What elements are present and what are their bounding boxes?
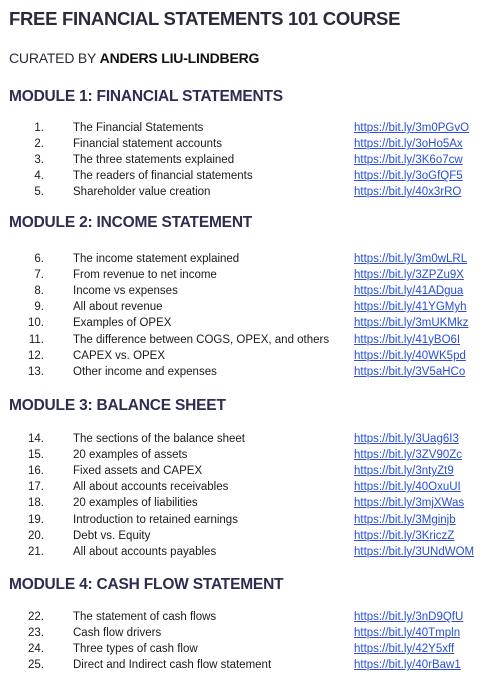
list-item bbox=[0, 657, 502, 673]
page-title: FREE FINANCIAL STATEMENTS 101 COURSE bbox=[9, 8, 401, 29]
module-heading: MODULE 1: FINANCIAL STATEMENTS bbox=[9, 88, 283, 105]
item-number: 14. bbox=[28, 433, 44, 445]
item-title: The Financial Statements bbox=[73, 122, 204, 134]
list-item bbox=[0, 283, 502, 299]
item-number: 3. bbox=[34, 154, 44, 167]
item-number: 24. bbox=[28, 643, 44, 656]
item-number: 18. bbox=[28, 497, 44, 510]
item-link[interactable]: https://bit.ly/3ZPZu9X bbox=[354, 269, 464, 282]
curated-by-label: CURATED BY bbox=[9, 50, 96, 66]
item-title: The difference between COGS, OPEX, and others bbox=[73, 333, 330, 346]
item-link[interactable]: https://bit.ly/3Mginjb bbox=[354, 513, 456, 526]
item-number: 8. bbox=[34, 285, 44, 298]
list-item bbox=[0, 641, 502, 657]
curator-line bbox=[9, 50, 259, 66]
item-title: CAPEX vs. OPEX bbox=[73, 349, 166, 362]
item-title: All about accounts payables bbox=[73, 545, 217, 558]
item-number: 1. bbox=[34, 122, 44, 134]
list-item bbox=[0, 299, 502, 315]
list-item bbox=[0, 495, 502, 511]
list-item bbox=[0, 544, 502, 560]
item-link[interactable]: https://bit.ly/40x3rRO bbox=[354, 186, 462, 199]
list-item bbox=[0, 625, 502, 641]
item-title: Introduction to retained earnings bbox=[73, 513, 238, 526]
item-number: 10. bbox=[28, 317, 44, 330]
item-title: The statement of cash flows bbox=[73, 611, 217, 623]
item-title: Financial statement accounts bbox=[73, 138, 222, 151]
list-item bbox=[0, 528, 502, 544]
list-item bbox=[0, 348, 502, 364]
module-heading: MODULE 4: CASH FLOW STATEMENT bbox=[9, 576, 284, 593]
item-title: 20 examples of assets bbox=[73, 449, 188, 462]
item-number: 15. bbox=[28, 449, 44, 462]
item-number: 16. bbox=[28, 465, 44, 478]
item-number: 25. bbox=[28, 659, 44, 672]
list-item bbox=[0, 315, 502, 331]
list-item bbox=[0, 512, 502, 528]
item-link[interactable]: https://bit.ly/3nD9QfU bbox=[354, 611, 464, 623]
curator-name: ANDERS LIU-LINDBERG bbox=[99, 50, 260, 66]
item-number: 11. bbox=[28, 333, 44, 346]
item-title: Other income and expenses bbox=[73, 365, 217, 378]
list-item bbox=[0, 267, 502, 283]
item-number: 22. bbox=[28, 611, 44, 623]
list-item bbox=[0, 136, 502, 152]
item-link[interactable]: https://bit.ly/3mUKMkz bbox=[354, 317, 469, 330]
list-item bbox=[0, 609, 502, 625]
item-title: Examples of OPEX bbox=[73, 317, 172, 330]
item-link[interactable]: https://bit.ly/40Tmpln bbox=[354, 627, 461, 640]
item-title: All about accounts receivables bbox=[73, 481, 229, 494]
list-item bbox=[0, 184, 502, 200]
module-heading: MODULE 3: BALANCE SHEET bbox=[9, 397, 226, 414]
list-item bbox=[0, 364, 502, 380]
item-title: The readers of financial statements bbox=[73, 170, 253, 183]
item-link[interactable]: https://bit.ly/3K6o7cw bbox=[354, 154, 463, 167]
item-title: Income vs expenses bbox=[73, 285, 178, 298]
list-item bbox=[0, 463, 502, 479]
item-number: 5. bbox=[34, 186, 44, 199]
item-number: 4. bbox=[34, 170, 44, 183]
item-number: 17. bbox=[28, 481, 44, 494]
item-link[interactable]: https://bit.ly/41yBO6I bbox=[354, 333, 461, 346]
item-link[interactable]: https://bit.ly/41ADgua bbox=[354, 285, 464, 298]
item-link[interactable]: https://bit.ly/3oGfQF5 bbox=[354, 170, 463, 183]
item-link[interactable]: https://bit.ly/42Y5xff bbox=[354, 643, 455, 656]
item-title: From revenue to net income bbox=[73, 269, 217, 282]
item-link[interactable]: https://bit.ly/3mjXWas bbox=[354, 497, 465, 510]
item-title: The sections of the balance sheet bbox=[73, 433, 245, 445]
item-link[interactable]: https://bit.ly/3KriczZ bbox=[354, 529, 455, 542]
item-number: 7. bbox=[34, 269, 44, 282]
item-title: Debt vs. Equity bbox=[73, 529, 151, 542]
item-link[interactable]: https://bit.ly/3oHo5Ax bbox=[354, 138, 463, 151]
list-item bbox=[0, 120, 502, 136]
item-link[interactable]: https://bit.ly/40WK5pd bbox=[354, 349, 466, 362]
item-number: 20. bbox=[28, 529, 44, 542]
item-title: Fixed assets and CAPEX bbox=[73, 465, 203, 478]
item-link[interactable]: https://bit.ly/3ntyZt9 bbox=[354, 465, 454, 478]
item-title: Shareholder value creation bbox=[73, 186, 211, 199]
item-title: The three statements explained bbox=[73, 154, 235, 167]
item-title: The income statement explained bbox=[73, 253, 240, 265]
item-number: 19. bbox=[28, 513, 44, 526]
item-number: 9. bbox=[34, 301, 44, 314]
list-item bbox=[0, 447, 502, 463]
list-item bbox=[0, 479, 502, 495]
item-number: 13. bbox=[28, 365, 44, 378]
item-link[interactable]: https://bit.ly/40OxuUI bbox=[354, 481, 461, 494]
item-link[interactable]: https://bit.ly/3Uag6I3 bbox=[354, 433, 459, 445]
list-item bbox=[0, 431, 502, 447]
list-item bbox=[0, 251, 502, 267]
item-number: 21. bbox=[28, 545, 44, 558]
module-heading: MODULE 2: INCOME STATEMENT bbox=[9, 214, 253, 231]
list-item bbox=[0, 168, 502, 184]
item-title: Three types of cash flow bbox=[73, 643, 198, 656]
item-link[interactable]: https://bit.ly/40rBaw1 bbox=[354, 659, 461, 672]
item-title: 20 examples of liabilities bbox=[73, 497, 198, 510]
list-item bbox=[0, 332, 502, 348]
item-link[interactable]: https://bit.ly/41YGMyh bbox=[354, 301, 467, 314]
item-title: All about revenue bbox=[73, 301, 163, 314]
item-title: Direct and Indirect cash flow statement bbox=[73, 659, 272, 672]
item-link[interactable]: https://bit.ly/3UNdWOM bbox=[354, 545, 475, 558]
item-number: 12. bbox=[28, 349, 44, 362]
item-number: 6. bbox=[34, 253, 44, 265]
item-title: Cash flow drivers bbox=[73, 627, 162, 640]
item-link[interactable]: https://bit.ly/3m0PGvO bbox=[354, 122, 470, 134]
item-link[interactable]: https://bit.ly/3m0wLRL bbox=[354, 253, 468, 265]
item-link[interactable]: https://bit.ly/3ZV90Zc bbox=[354, 449, 463, 462]
item-number: 2. bbox=[34, 138, 44, 151]
item-number: 23. bbox=[28, 627, 44, 640]
item-link[interactable]: https://bit.ly/3V5aHCo bbox=[354, 365, 466, 378]
list-item bbox=[0, 152, 502, 168]
